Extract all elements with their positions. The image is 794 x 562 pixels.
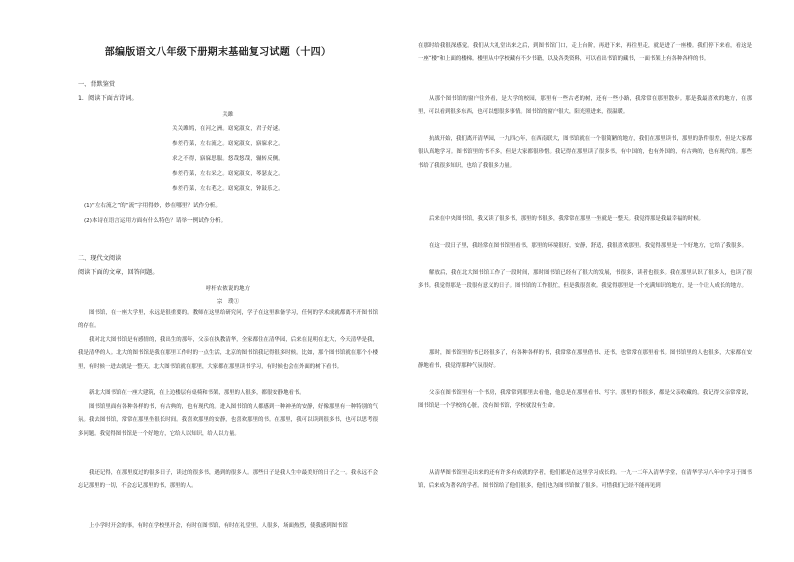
document-title: 部编版语文八年级下册期末基础复习试题（十四） bbox=[104, 47, 332, 58]
article-paragraph: 那时，图书馆里的书已经很多了，有各种各样的书，我常常在那里借书、还书，也常常在那里看书。图书馆里的人也很多，大家都在安静地看书，我觉得那种气氛很好。 bbox=[418, 350, 752, 370]
right-column bbox=[418, 0, 752, 562]
poem-title: 关雎 bbox=[222, 112, 234, 118]
article-paragraph: 后来在中央图书馆，我又读了很多书，那里的书很多，我常常在那里一坐就是一整天。我觉得那是我最幸福的时候。 bbox=[429, 216, 704, 222]
article-paragraph: 新北大图书馆在一座大建筑，在上边楼层有桌椅和书架，那里的人很多，都很安静地看书。 bbox=[89, 390, 305, 396]
section-heading-reading: 二、现代文阅读 bbox=[78, 255, 122, 262]
question-2: (2)本诗在语言运用方面有什么特色？请举一例试作分析。 bbox=[84, 218, 227, 224]
poem-line: 参差荇菜，左右流之。窈窕淑女，寤寐求之。 bbox=[172, 141, 284, 147]
article-paragraph: 图书馆里面有各种各样的书，有古典的，也有现代的。进入图书馆的人都感到一种神圣的安静，好像那里有一种特别的气氛。我去图书馆，常常在那里坐很长时间。我喜欢那里的安静，也喜欢那里的书。在那里，我可以读到很多书，也可以思考很多问题。我觉得图书馆是一个好地方，它给人以知识，给人以力量。 bbox=[78, 404, 378, 437]
poem-line: 关关雎鸠，在河之洲。窈窕淑女，君子好逑。 bbox=[172, 126, 284, 132]
article-paragraph: 在这一段日子里，我经常在图书馆里看书，那里的环境很好，安静，舒适，我很喜欢那里。我觉得那里是一个好地方，它给了我很多。 bbox=[429, 243, 748, 249]
article-author: 宗 璞① bbox=[216, 299, 240, 305]
section-heading-poetry: 一、背默鉴赏 bbox=[78, 81, 116, 88]
poem-line: 求之不得，寤寐思服。悠哉悠哉，辗转反侧。 bbox=[172, 156, 284, 162]
question-instruction: 1．阅读下面古诗词。 bbox=[78, 95, 138, 102]
article-paragraph: 我对北大图书馆是有感情的，我出生的那年，父亲在执教清华，全家都住在清华园，后来在昆明在北大，今天清华是我，我是清华的人。北大的图书馆是我在那里工作时的一点生活，北京的图书馆我记得很多时候。比如，那个图书馆就在那个小楼里，有时候一进去就是一整天。北大图书馆就在那里，大家都在那里读书学习，有时候也会在外面的树下看书。 bbox=[78, 337, 378, 370]
article-paragraph: 在那时给我很深感觉。我们从大礼堂出来之后，到图书馆门口，走上台阶，再进下来，再往里走，就是进了一座楼。我们停下来看，看这是一座“楼”和上面的楼梯。楼里从中学校藏有不少书籍，以及各类资料，可以看出书馆的藏书，一面书架上有各种各样的书。 bbox=[418, 43, 752, 63]
poem-line: 参差荇菜，左右采之。窈窕淑女，琴瑟友之。 bbox=[172, 171, 284, 177]
reading-instruction: 阅读下面的文章，回答问题。 bbox=[78, 269, 159, 276]
article-paragraph: 父亲在图书馆里有一个书房，我常常到那里去看他，他总是在那里看书、写字。那里的书很多，都是父亲收藏的。我记得父亲常常说，图书馆是一个学校的心脏，没有图书馆，学校就没有生命。 bbox=[418, 390, 752, 410]
poem-line: 参差荇菜，左右芼之。窈窕淑女，钟鼓乐之。 bbox=[172, 186, 284, 192]
question-1: (1)“左右流之”的“流”字用得妙，妙在哪里？试作分析。 bbox=[84, 203, 221, 209]
article-paragraph: 从清华图书馆里走出来的还有许多有成就的学者，他们都是在这里学习成长的。一九一二年入清华学堂，在清华学习八年中学习于图书馆，后来成为著名的学者。图书馆给了他们很多，他们也为图书馆做了很多。可惜我们已经不能再见到 bbox=[418, 470, 752, 490]
article-paragraph: 从那个图书馆的窗户往外看，是大学的校园，那里有一些古老的树，还有一些小路，我常常在那里散步。那是我最喜欢的地方，在那里，可以看到很多东西，也可以想很多事情。图书馆的窗户很大，阳光照进来，很温暖。 bbox=[418, 96, 752, 116]
article-paragraph: 抗战开始，我们离开清华园，一九四○年，在西南联大，图书馆就在一个很简陋的地方，我们在那里读书，那里的条件很差，但是大家都很认真地学习。图书馆里的书不多，但是大家都很珍惜。我记得在那里读了很多书，有中国的，也有外国的，有古典的，也有现代的。那些书给了我很多知识，也给了我很多力量。 bbox=[418, 136, 752, 169]
left-column bbox=[78, 0, 378, 562]
article-paragraph: 上小学时开会的事，有时在学校里开会，有时在图书馆，有时在礼堂里，人很多，场面热烈，使我感到图书馆 bbox=[89, 523, 348, 529]
article-paragraph: 解放后，我在北大图书馆工作了一段时间，那时图书馆已经有了很大的发展，书很多，读者也很多。我在那里认识了很多人，也读了很多书。我觉得那是一段很有意义的日子。图书馆的工作很忙，但是我很喜欢。我觉得那里是一个充满知识的地方，是一个让人成长的地方。 bbox=[418, 270, 752, 290]
article-paragraph: 我还记得，在那里度过的很多日子，读过的很多书，遇到的很多人。那些日子是我人生中最美好的日子之一。我永远不会忘记那里的一切，不会忘记那里的书，那里的人。 bbox=[78, 470, 378, 490]
article-paragraph: 图书馆，在一座大学里，永远是很重要的。教师在这里给研究问，学子在这里准备学习，任何的学术成就都离不开图书馆的存在。 bbox=[78, 310, 378, 330]
article-title: 呼杆农侬说的地方 bbox=[205, 286, 251, 292]
